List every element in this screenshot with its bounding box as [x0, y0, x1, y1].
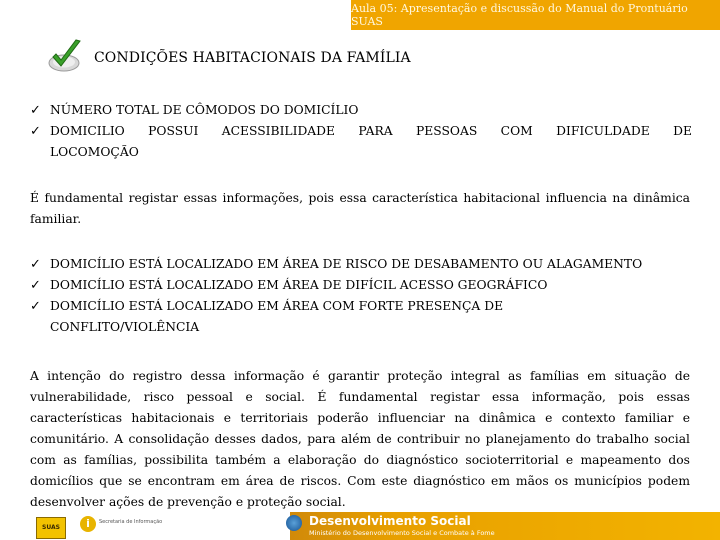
check-icon: ✓: [30, 103, 41, 118]
check-icon: ✓: [30, 278, 41, 293]
check-icon: ✓: [30, 299, 41, 314]
ministry-title: Desenvolvimento Social: [309, 514, 471, 528]
list-item-text: DOMICÍLIO ESTÁ LOCALIZADO EM ÁREA DE RISCO DE DESABAMENTO OU ALAGAMENTO: [50, 257, 643, 271]
paragraph: É fundamental registar essas informações, pois essa característica habitacional influencia na dinâmica familiar.: [30, 191, 690, 226]
list-item-continuation: CONFLITO/VIOLÊNCIA: [50, 320, 200, 334]
list-item: [30, 142, 692, 163]
list-item-text: DOMICILIO POSSUI ACESSIBILIDADE PARA PESSOAS COM DIFICULDADE DE: [50, 124, 692, 138]
housing-conditions-list: [30, 100, 692, 163]
checkmark-logo-icon: [44, 36, 84, 76]
list-item-text: DOMICÍLIO ESTÁ LOCALIZADO EM ÁREA DE DIFÍCIL ACESSO GEOGRÁFICO: [50, 278, 548, 292]
check-icon: ✓: [30, 124, 41, 139]
risk-location-list: [30, 254, 692, 338]
footer-banner: [0, 512, 720, 540]
info-logo-text: Secretaria de Informação: [99, 519, 163, 525]
info-icon: i: [80, 516, 96, 532]
page-title: CONDIÇÕES HABITACIONAIS DA FAMÍLIA: [94, 50, 411, 66]
suas-logo: SUAS: [36, 517, 66, 539]
list-item-text: NÚMERO TOTAL DE CÔMODOS DO DOMICÍLIO: [50, 103, 359, 117]
ministry-emblem-icon: [286, 515, 302, 531]
list-item: [30, 296, 692, 317]
paragraph: A intenção do registro dessa informação é garantir proteção integral as famílias em situação de vulnerabilidade, risco pessoal e social. É fundamental registar essa informação, pois essas características habitacionais e territoriais poderão influenciar na dinâmica e contexto familiar e comunitário. A consolidação desses dados, para além de contribuir no planejamento do trabalho social com as famílias, possibilita também a elaboração do diagnóstico socioterritorial e mapeamento dos domicílios que se encontram em área de riscos. Com este diagnóstico em mãos os municípios podem desenvolver ações de prevenção e proteção social.: [30, 369, 690, 509]
list-item: [30, 121, 692, 142]
header-breadcrumb-bar: [351, 0, 720, 30]
check-icon: ✓: [30, 257, 41, 272]
footer-logos: [0, 512, 290, 540]
ministry-subtitle: Ministério do Desenvolvimento Social e Combate à Fome: [309, 529, 495, 537]
list-item: [30, 100, 692, 121]
list-item-continuation: LOCOMOÇÃO: [50, 145, 139, 159]
breadcrumb: Aula 05: Apresentação e discussão do Manual do Prontuário SUAS: [351, 2, 688, 28]
list-item: [30, 254, 692, 275]
list-item: [30, 275, 692, 296]
list-item-text: DOMICÍLIO ESTÁ LOCALIZADO EM ÁREA COM FORTE PRESENÇA DE: [50, 299, 504, 313]
list-item: [30, 317, 692, 338]
